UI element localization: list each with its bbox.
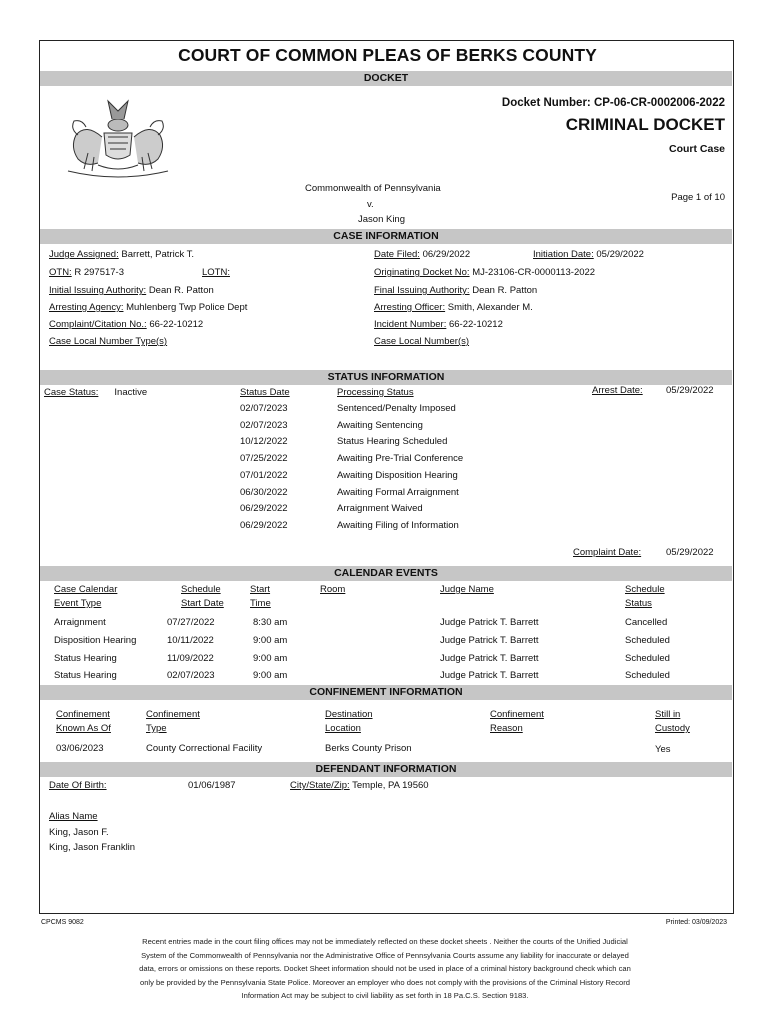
status-row-date: 10/12/2022 xyxy=(240,436,288,448)
calendar-row-judge: Judge Patrick T. Barrett xyxy=(440,634,539,646)
confinement-location: Berks County Prison xyxy=(325,743,412,754)
col-schedule-date-2: Start Date xyxy=(181,598,224,609)
calendar-row-judge: Judge Patrick T. Barrett xyxy=(440,670,539,682)
otn-row xyxy=(49,267,124,278)
case-information-bar: CASE INFORMATION xyxy=(40,229,732,244)
calendar-row-date: 02/07/2023 xyxy=(167,670,215,682)
arresting-agency-value: Muhlenberg Twp Police Dept xyxy=(126,302,248,313)
confinement-type: County Correctional Facility xyxy=(146,743,263,754)
col-reason-2: Reason xyxy=(490,723,523,734)
col-confinement-type-2: Type xyxy=(146,723,167,734)
calendar-row-status: Cancelled xyxy=(625,617,668,628)
initial-authority-label: Initial Issuing Authority: xyxy=(49,285,147,296)
arresting-officer-value: Smith, Alexander M. xyxy=(447,302,533,313)
col-destination-1: Destination xyxy=(325,709,373,720)
incident-number-row xyxy=(374,319,503,330)
caption-versus: v. xyxy=(367,199,374,210)
status-row-status: Awaiting Disposition Hearing xyxy=(337,469,458,481)
date-filed-label: Date Filed: xyxy=(374,249,420,260)
dob-label: Date Of Birth: xyxy=(49,780,107,791)
col-custody-1: Still in xyxy=(655,709,681,720)
col-custody-2: Custody xyxy=(655,723,690,734)
judge-assigned-label: Judge Assigned: xyxy=(49,249,119,260)
arresting-agency-row xyxy=(49,302,247,313)
calendar-row-date: 11/09/2022 xyxy=(167,652,214,664)
form-number: CPCMS 9082 xyxy=(41,919,84,926)
disclaimer-line: System of the Commonwealth of Pennsylvania nor the Administrative Office of Pennsylvania Courts assume any liability for inaccurate or delayed xyxy=(141,950,629,960)
final-authority-label: Final Issuing Authority: xyxy=(374,285,470,296)
alias-name-label: Alias Name xyxy=(49,811,98,822)
judge-assigned-value: Barrett, Patrick T. xyxy=(121,249,195,260)
arresting-agency-label: Arresting Agency: xyxy=(49,302,124,313)
initial-authority-row xyxy=(49,285,214,296)
calendar-row-time: 8:30 am xyxy=(253,617,288,628)
defendant-information-bar: DEFENDANT INFORMATION xyxy=(40,762,732,777)
printed-date: Printed: 03/09/2023 xyxy=(665,919,727,926)
confinement-known-as-of: 03/06/2023 xyxy=(56,743,104,754)
confinement-custody: Yes xyxy=(655,744,671,755)
page-number: Page 1 of 10 xyxy=(671,192,725,203)
docket-type: CRIMINAL DOCKET xyxy=(565,115,725,134)
complaint-number-value: 66-22-10212 xyxy=(149,319,204,330)
complaint-number-row xyxy=(49,319,203,330)
col-start-time-1: Start xyxy=(250,584,271,595)
initiation-date-label: Initiation Date: xyxy=(533,249,594,260)
status-row-status: Awaiting Pre-Trial Conference xyxy=(337,453,464,465)
originating-docket-row xyxy=(374,267,595,278)
calendar-row-event: Status Hearing xyxy=(54,670,117,682)
status-row-status: Awaiting Formal Arraignment xyxy=(337,486,459,498)
col-start-time-2: Time xyxy=(250,598,271,609)
alias-item: King, Jason F. xyxy=(49,827,109,838)
col-schedule-status-1: Schedule xyxy=(625,584,665,595)
caption-defendant: Jason King xyxy=(358,214,406,225)
final-authority-row xyxy=(374,285,537,296)
date-filed-value: 06/29/2022 xyxy=(422,249,471,260)
case-status-row xyxy=(44,387,147,398)
initial-authority-value: Dean R. Patton xyxy=(148,285,214,296)
arrest-date-value: 05/29/2022 xyxy=(666,385,714,396)
calendar-row-status: Scheduled xyxy=(625,652,670,664)
col-destination-2: Location xyxy=(325,723,361,734)
otn-label: OTN: xyxy=(49,267,72,278)
col-reason-1: Confinement xyxy=(490,709,544,720)
city-state-zip-label: City/State/Zip: xyxy=(290,780,350,791)
status-row-date: 07/25/2022 xyxy=(240,453,288,465)
calendar-row-event: Disposition Hearing xyxy=(54,634,137,646)
complaint-number-label: Complaint/Citation No.: xyxy=(49,319,147,330)
col-confinement-type-1: Confinement xyxy=(146,709,200,720)
city-state-zip-row xyxy=(290,780,429,791)
col-known-as-of-1: Confinement xyxy=(56,709,110,720)
status-row-status: Status Hearing Scheduled xyxy=(337,436,448,448)
docket-bar: DOCKET xyxy=(40,71,732,86)
col-room: Room xyxy=(320,584,346,595)
originating-docket-value: MJ-23106-CR-0000113-2022 xyxy=(472,267,596,278)
calendar-row-time: 9:00 am xyxy=(253,634,288,646)
calendar-row-date: 10/11/2022 xyxy=(167,634,214,646)
calendar-row-event: Status Hearing xyxy=(54,652,117,664)
col-schedule-status-2: Status xyxy=(625,598,652,609)
incident-number-value: 66-22-10212 xyxy=(448,319,503,330)
status-row-date: 06/29/2022 xyxy=(240,503,288,515)
calendar-row-judge: Judge Patrick T. Barrett xyxy=(440,617,539,628)
col-judge-name: Judge Name xyxy=(440,584,494,595)
city-state-zip-value: Temple, PA 19560 xyxy=(352,780,429,791)
calendar-row-time: 9:00 am xyxy=(253,670,288,682)
col-event-type-1: Case Calendar xyxy=(54,584,118,595)
dob-value: 01/06/1987 xyxy=(188,780,236,791)
case-status-label: Case Status: xyxy=(44,387,99,398)
alias-item: King, Jason Franklin xyxy=(49,842,136,853)
status-date-header: Status Date xyxy=(240,387,290,398)
judge-assigned-row xyxy=(49,249,194,260)
col-schedule-date-1: Schedule xyxy=(181,584,221,595)
arresting-officer-label: Arresting Officer: xyxy=(374,302,446,313)
status-row-date: 02/07/2023 xyxy=(240,403,288,414)
case-local-type-label: Case Local Number Type(s) xyxy=(49,336,168,347)
calendar-events-bar: CALENDAR EVENTS xyxy=(40,566,732,581)
caption-commonwealth: Commonwealth of Pennsylvania xyxy=(305,183,441,194)
processing-status-header: Processing Status xyxy=(337,387,414,398)
case-local-number-label: Case Local Number(s) xyxy=(374,336,470,347)
status-row-date: 06/30/2022 xyxy=(240,486,288,498)
date-filed-row xyxy=(374,249,470,260)
calendar-row-event: Arraignment xyxy=(54,617,106,628)
status-row-date: 02/07/2023 xyxy=(240,419,288,431)
otn-value: R 297517-3 xyxy=(74,267,124,278)
case-status-value: Inactive xyxy=(114,387,148,398)
status-row-status: Sentenced/Penalty Imposed xyxy=(337,403,456,414)
complaint-date-value: 05/29/2022 xyxy=(666,547,714,558)
court-title: COURT OF COMMON PLEAS OF BERKS COUNTY xyxy=(178,45,597,65)
disclaimer-line: only be provided by the Pennsylvania State Police. Moreover an employer who does not comply with the provisions of the Criminal History Record xyxy=(139,977,631,987)
confinement-information-bar: CONFINEMENT INFORMATION xyxy=(40,685,732,700)
arrest-date-label: Arrest Date: xyxy=(592,385,643,396)
arresting-officer-row xyxy=(374,302,533,313)
col-known-as-of-2: Known As Of xyxy=(56,723,111,734)
disclaimer-line: Information Act may be subject to civil liability as set forth in 18 Pa.C.S. Section 9183. xyxy=(241,991,529,1000)
docket-number: Docket Number: CP-06-CR-0002006-2022 xyxy=(501,97,725,109)
initiation-date-value: 05/29/2022 xyxy=(596,249,644,260)
calendar-row-status: Scheduled xyxy=(625,634,670,646)
calendar-row-date: 07/27/2022 xyxy=(167,617,215,628)
case-kind: Court Case xyxy=(668,143,725,155)
calendar-row-judge: Judge Patrick T. Barrett xyxy=(440,652,539,664)
disclaimer xyxy=(0,935,770,1003)
disclaimer-line: Recent entries made in the court filing offices may not be immediately reflected on these docket sheets . Neither the courts of the Unified Judicial xyxy=(142,937,628,946)
pennsylvania-seal-icon xyxy=(48,93,188,179)
status-row-date: 07/01/2022 xyxy=(240,469,288,481)
calendar-row-status: Scheduled xyxy=(625,670,670,682)
initiation-date-row xyxy=(533,249,644,260)
calendar-row-time: 9:00 am xyxy=(253,652,288,664)
status-information-bar: STATUS INFORMATION xyxy=(40,370,732,385)
originating-docket-label: Originating Docket No: xyxy=(374,267,470,278)
final-authority-value: Dean R. Patton xyxy=(472,285,538,296)
status-row-status: Awaiting Sentencing xyxy=(337,419,423,431)
lotn-label: LOTN: xyxy=(202,267,230,278)
complaint-date-label: Complaint Date: xyxy=(573,547,642,558)
docket-page xyxy=(39,40,734,914)
incident-number-label: Incident Number: xyxy=(374,319,447,330)
disclaimer-line: data, errors or omissions on these reports. Docket Sheet information should not be used in place of a criminal history background check which can xyxy=(139,964,631,973)
status-row-status: Arraignment Waived xyxy=(337,503,423,515)
status-row-status: Awaiting Filing of Information xyxy=(337,519,459,531)
status-row-date: 06/29/2022 xyxy=(240,519,288,531)
col-event-type-2: Event Type xyxy=(54,598,102,609)
